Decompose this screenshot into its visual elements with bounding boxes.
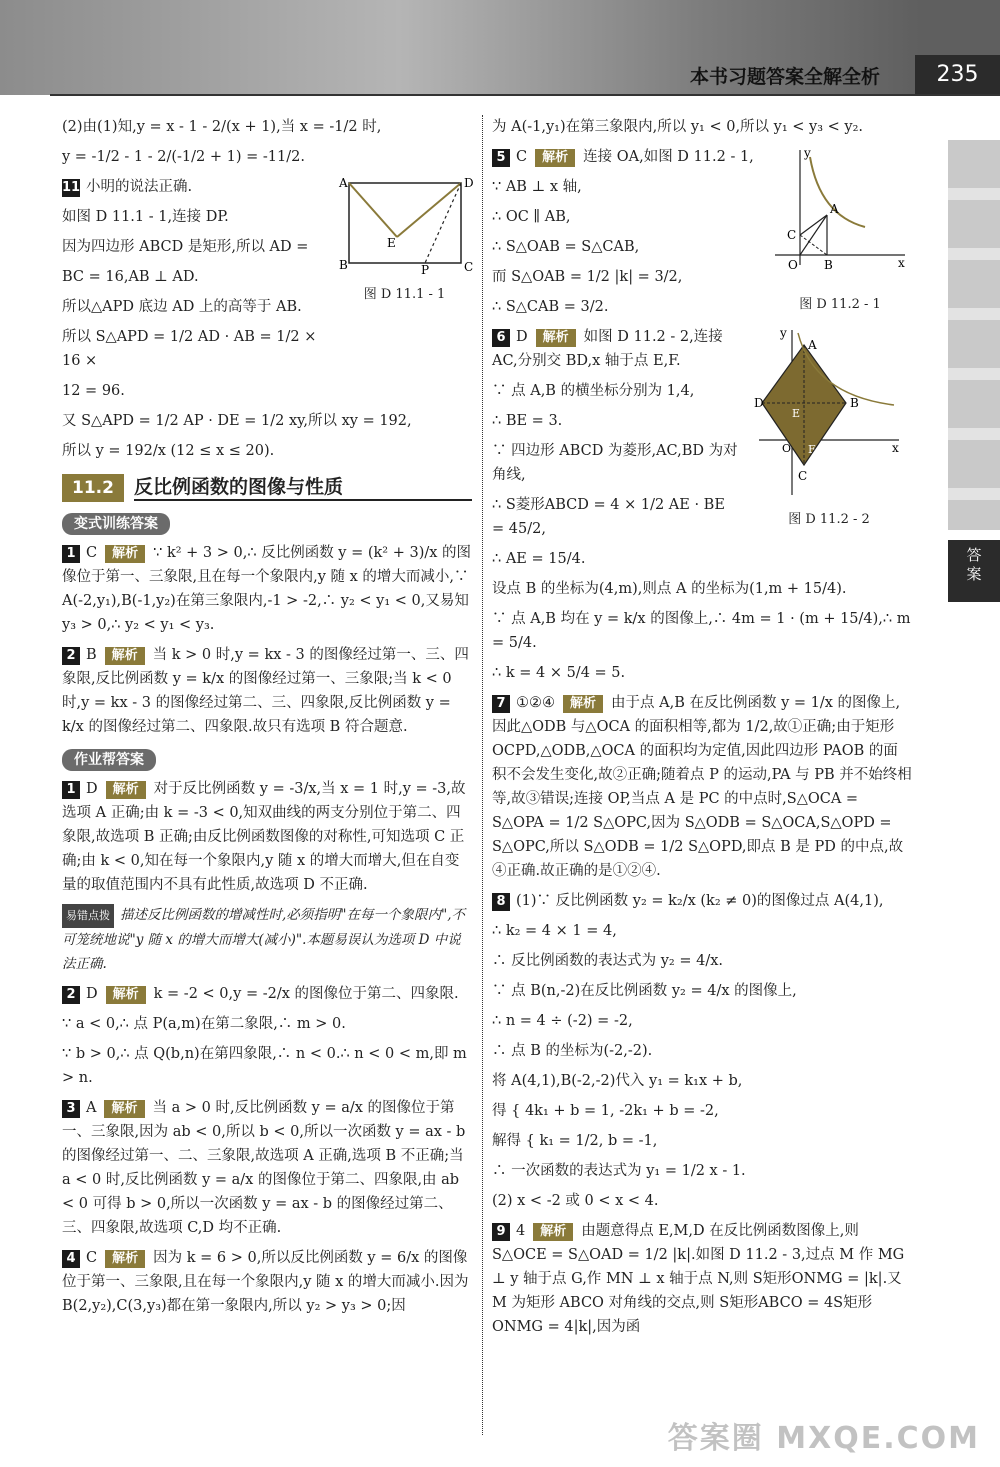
text-line: ∴ 点 B 的坐标为(-2,-2).	[492, 1043, 653, 1059]
text-line: (2)由(1)知,y = x - 1 - 2/(x + 1),当 x = -1/2 时,	[62, 119, 382, 135]
text-line: (1)∵ 反比例函数 y₂ = k₂/x (k₂ ≠ 0)的图像过点 A(4,1),	[516, 893, 884, 909]
side-tab-line2: 案	[966, 565, 982, 583]
text-line: 将 A(4,1),B(-2,-2)代入 y₁ = k₁x + b,	[492, 1073, 743, 1089]
analysis-text: 当 a > 0 时,反比例函数 y = a/x 的图像位于第一、三象限,因为 ab < 0,所以 b < 0,所以一次函数 y = ax - b 的图像经过第一、二、三象限,故选项 A 正确,选项 B 不正确;当 a < 0 时,反比例函数 y = a/x 的图像位于第二、四象限,由 ab < 0 可得 b > 0,所以一次函数 y = ax - b 的图像经过第二、三、四象限,故选项 C,D 均不正确.	[62, 1100, 466, 1236]
answer-choice: D	[516, 329, 528, 345]
rectangle-figure	[337, 175, 472, 275]
question-number: 3	[62, 1100, 80, 1118]
text-line: ∴ OC ∥ AB,	[492, 209, 571, 225]
column-divider	[482, 115, 483, 1435]
header-title: 本书习题答案全解全析	[690, 66, 881, 88]
text-line: 所以 y = 192/x (12 ≤ x ≤ 20).	[62, 443, 275, 459]
figure-d11-1-1	[337, 175, 472, 307]
text-line: 如图 D 11.1 - 1,连接 DP.	[62, 209, 229, 225]
text-line: 连接 OA,如图 D 11.2 - 1,	[583, 149, 754, 165]
subsection-variant-training: 变式训练答案	[62, 513, 170, 535]
analysis-text: ∵ k² + 3 > 0,∴ 反比例函数 y = (k² + 3)/x 的图像位于第一、三象限,且在每一个象限内,y 随 x 的增大而减小,∵ A(-2,y₁),B(-1,y₂)在第三象限内,-1 > -2,∴ y₂ < y₁ < 0,又易知 y₃ > 0,∴ y₂ < y₁ < y₃.	[62, 545, 472, 633]
label-A: A	[830, 202, 839, 216]
text-line: ∴ AE = 15/4.	[492, 551, 586, 567]
text-line: ∴ n = 4 ÷ (-2) = -2,	[492, 1013, 633, 1029]
analysis-tag: 解析	[105, 1250, 145, 1268]
left-column	[62, 115, 472, 1324]
question-number: 6	[492, 329, 510, 347]
text-line: ∵ 点 A,B 均在 y = k/x 的图像上,∴ 4m = 1 · (m + 15/4),∴ m = 5/4.	[492, 611, 911, 651]
question-number: 11	[62, 180, 81, 195]
analysis-text: 因为 k = 6 > 0,所以反比例函数 y = 6/x 的图像位于第一、三象限,且在每一个象限内,y 随 x 的增大而减小.因为 B(2,y₂),C(3,y₃)都在第一象限内,所以 y₂ > y₃ > 0;因	[62, 1250, 469, 1314]
homework-4	[62, 1246, 472, 1318]
analysis-text: 当 k > 0 时,y = kx - 3 的图像经过第一、三、四象限,反比例函数 y = k/x 的图像经过第一、三象限;当 k < 0 时,y = kx - 3 的图像经过第二、三、四象限,反比例函数 y = k/x 的图像经过第二、四象限.故只有选项 B 符合题意.	[62, 647, 469, 735]
variant-2	[62, 643, 472, 739]
question-number: 2	[62, 986, 80, 1004]
error-tip	[62, 903, 472, 976]
label-F: F	[808, 443, 816, 456]
label-C: C	[798, 469, 808, 483]
homework-8	[492, 889, 912, 1213]
error-tip-tag: 易错点拨	[62, 904, 114, 928]
figure-d11-2-2	[754, 325, 904, 532]
question-number: 7	[492, 695, 510, 713]
side-tab-line1: 答	[966, 546, 982, 564]
text-line: ∴ 反比例函数的表达式为 y₂ = 4/x.	[492, 953, 723, 969]
label-C: C	[787, 228, 797, 242]
page-number: 235	[915, 55, 1000, 95]
label-B: B	[339, 258, 348, 272]
question-number: 2	[62, 647, 80, 665]
figure-d11-2-1	[770, 145, 910, 317]
label-x: x	[898, 256, 905, 270]
analysis-tag: 解析	[563, 695, 603, 713]
label-y: y	[804, 146, 811, 160]
label-y: y	[780, 326, 787, 340]
text-line: ∵ AB ⊥ x 轴,	[492, 179, 582, 195]
homework-3	[62, 1096, 472, 1240]
figure-caption: 图 D 11.2 - 2	[788, 512, 870, 527]
page-header	[0, 0, 1000, 95]
question-number: 9	[492, 1223, 510, 1241]
label-x: x	[892, 441, 899, 455]
header-rule	[50, 94, 1000, 96]
text-line: ∴ 一次函数的表达式为 y₁ = 1/2 x - 1.	[492, 1163, 746, 1179]
answer-choice: A	[86, 1100, 97, 1116]
answer-choice: C	[86, 1250, 98, 1266]
text-line: ∴ k₂ = 4 × 1 = 4,	[492, 923, 617, 939]
analysis-text: 对于反比例函数 y = -3/x,当 x = 1 时,y = -3,故选项 A 正确;由 k = -3 < 0,知双曲线的两支分别位于第二、四象限,故选项 B 正确;由反比例函数图像的对称性,可知选项 C 正确;由 k < 0,知在每一个象限内,y 随 x 的增大而增大,但在自变量的取值范围内不具有此性质,故选项 D 不正确.	[62, 781, 466, 893]
analysis-tag: 解析	[105, 647, 145, 665]
homework-2	[62, 982, 472, 1090]
label-A: A	[339, 176, 348, 190]
text-line: ∵ 四边形 ABCD 为菱形,AC,BD 为对角线,	[492, 443, 738, 483]
text-line: ∵ b > 0,∴ 点 Q(b,n)在第四象限,∴ n < 0.∴ n < 0 < m,即 m > n.	[62, 1046, 467, 1086]
homework-6	[492, 325, 912, 685]
analysis-tag: 解析	[533, 1223, 573, 1241]
answer-choice: ①②④	[516, 695, 555, 711]
label-B: B	[824, 258, 833, 272]
text-line: ∵ 点 B(n,-2)在反比例函数 y₂ = 4/x 的图像上,	[492, 983, 797, 999]
text-line: 解得 { k₁ = 1/2, b = -1,	[492, 1133, 658, 1149]
figure-caption: 图 D 11.1 - 1	[363, 287, 446, 302]
answer-choice: C	[86, 545, 98, 561]
label-A: A	[808, 338, 817, 352]
homework-9	[492, 1219, 912, 1339]
text-line: 设点 B 的坐标为(4,m),则点 A 的坐标为(1,m + 15/4).	[492, 581, 847, 597]
analysis-text: 由题意得点 E,M,D 在反比例函数图像上,则 S△OCE = S△OAD = 1/2 |k|.如图 D 11.2 - 3,过点 M 作 MG ⊥ y 轴于点 G,作 MN ⊥ x 轴于点 N,则 S矩形ONMG = |k|.又 M 为矩形 ABCO 对角线的交点,则 S矩形ABCO = 4S矩形ONMG = 4|k|,因为函	[492, 1223, 905, 1335]
text-line: ∵ 点 A,B 的横坐标分别为 1,4,	[492, 383, 695, 399]
section-number: 11.2	[62, 474, 124, 502]
analysis-text: 由于点 A,B 在反比例函数 y = 1/x 的图像上,因此△ODB 与△OCA 的面积相等,都为 1/2,故①正确;由于矩形 OCPD,△ODB,△OCA 的面积均为定值,因此四边形 PAOB 的面积不会发生变化,故②正确;随着点 P 的运动,PA 与 PB 并不始终相等,故③错误;连接 OP,当点 A 是 PC 的中点时,S△OCA = S△OPA = 1/2 S△OPC,因为 S△ODB = S△OCA,S△OPD = S△OPC,所以 S△ODB = 1/2 S△OPD,即点 B 是 PD 的中点,故④正确.故正确的是①②④.	[492, 695, 912, 879]
question-number: 8	[492, 893, 510, 911]
text-line: ∴ S△CAB = 3/2.	[492, 299, 609, 315]
text-line: 小明的说法正确.	[86, 179, 193, 195]
label-E: E	[387, 236, 396, 250]
text-line: (2) x < -2 或 0 < x < 4.	[492, 1193, 659, 1209]
error-tip-text: 描述反比例函数的增减性时,必须指明"在每一个象限内",不可笼统地说"y 随 x 的增大而增大(减小)".本题易误认为选项 D 中说法正确.	[62, 907, 466, 972]
analysis-tag: 解析	[104, 1100, 144, 1118]
text-line: 所以 S△APD = 1/2 AD · AB = 1/2 × 16 ×	[62, 329, 317, 369]
analysis-tag: 解析	[106, 781, 146, 799]
text-line: BC = 16,AB ⊥ AD.	[62, 269, 199, 285]
question-number: 1	[62, 545, 80, 563]
side-tab-answers	[948, 540, 1000, 602]
variant-1	[62, 541, 472, 637]
hyperbola-figure	[770, 145, 910, 285]
text-line: ∵ a < 0,∴ 点 P(a,m)在第二象限,∴ m > 0.	[62, 1016, 346, 1032]
rhombus-figure	[754, 325, 904, 500]
text-line: 因为四边形 ABCD 是矩形,所以 AD =	[62, 239, 309, 255]
label-P: P	[421, 263, 430, 277]
subsection-homework: 作业帮答案	[62, 749, 156, 771]
answer-choice: 4	[516, 1223, 526, 1239]
text-line: ∴ k = 4 × 5/4 = 5.	[492, 665, 626, 681]
text-line: ∴ S△OAB = S△CAB,	[492, 239, 640, 255]
label-C: C	[464, 260, 474, 274]
text-line: 所以△APD 底边 AD 上的高等于 AB.	[62, 299, 302, 315]
question-number: 5	[492, 149, 510, 167]
homework-7	[492, 691, 912, 883]
question-11	[62, 175, 472, 463]
analysis-tag: 解析	[106, 986, 146, 1004]
analysis-tag: 解析	[105, 545, 145, 563]
section-title: 反比例函数的图像与性质	[134, 475, 472, 501]
label-E: E	[792, 407, 801, 420]
side-decoration	[948, 140, 1000, 530]
text-line: 如图 D 11.2 - 2,连接 AC,分别交 BD,x 轴于点 E,F.	[492, 329, 723, 369]
text-line: 为 A(-1,y₁)在第三象限内,所以 y₁ < 0,所以 y₁ < y₃ < y₂.	[492, 119, 864, 135]
right-column	[492, 115, 912, 1345]
label-D: D	[754, 396, 764, 410]
answer-choice: B	[86, 647, 97, 663]
figure-caption: 图 D 11.2 - 1	[799, 297, 881, 312]
section-heading	[62, 473, 472, 503]
analysis-tag: 解析	[536, 329, 576, 347]
label-O: O	[788, 258, 798, 272]
label-O: O	[782, 442, 792, 455]
question-number: 4	[62, 1250, 80, 1268]
watermark: 答案圈 MXQE.COM	[667, 1421, 980, 1456]
text-line: 而 S△OAB = 1/2 |k| = 3/2,	[492, 269, 683, 285]
text-line: 得 { 4k₁ + b = 1, -2k₁ + b = -2,	[492, 1103, 719, 1119]
text-line: k = -2 < 0,y = -2/x 的图像位于第二、四象限.	[153, 986, 459, 1002]
analysis-tag: 解析	[535, 149, 575, 167]
text-line: 又 S△APD = 1/2 AP · DE = 1/2 xy,所以 xy = 192,	[62, 413, 412, 429]
label-D: D	[464, 176, 474, 190]
text-line: y = -1/2 - 1 - 2/(-1/2 + 1) = -11/2.	[62, 149, 305, 165]
question-number: 1	[62, 781, 80, 799]
answer-choice: C	[516, 149, 528, 165]
text-line: ∴ BE = 3.	[492, 413, 563, 429]
answer-choice: D	[86, 781, 98, 797]
text-line: ∴ S菱形ABCD = 4 × 1/2 AE · BE = 45/2,	[492, 497, 725, 537]
homework-1	[62, 777, 472, 897]
answer-choice: D	[86, 986, 98, 1002]
label-B: B	[850, 396, 859, 410]
text-line: 12 = 96.	[62, 383, 125, 399]
homework-5	[492, 145, 912, 319]
